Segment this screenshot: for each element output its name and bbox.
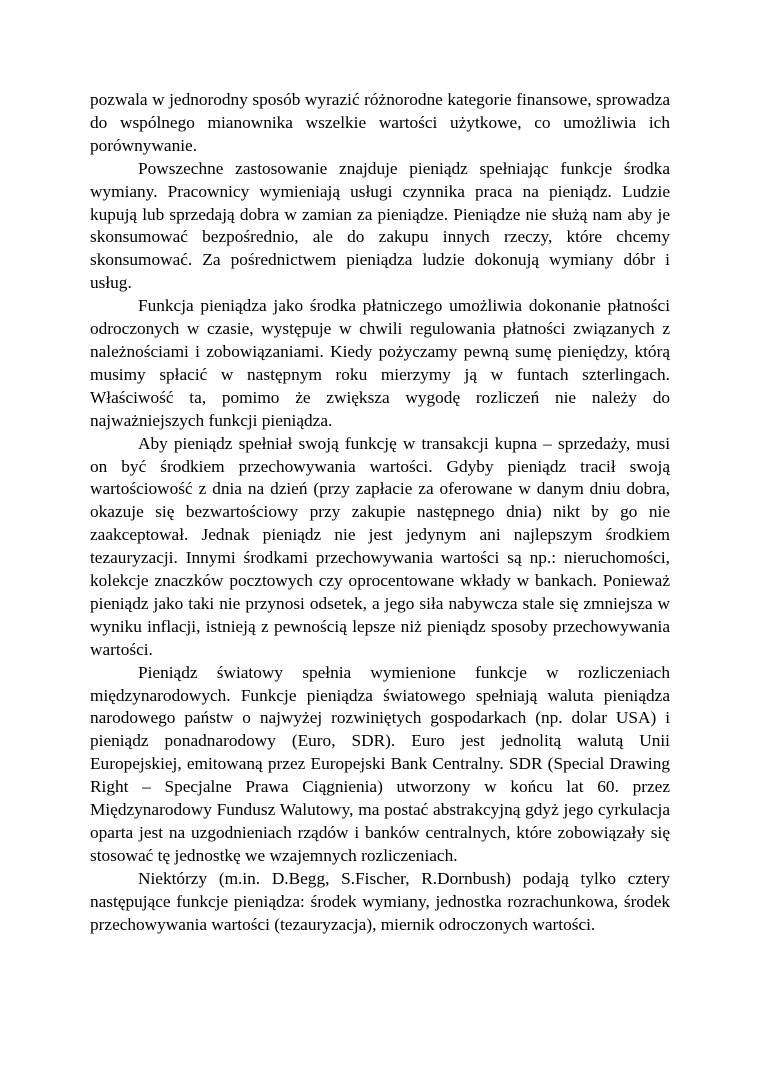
paragraph-means-of-payment: Funkcja pieniądza jako środka płatniczego umożliwia dokonanie płatności odroczonych w czasie, występuje w chwili regulowania płatności związanych z należnościami i zobowiązaniami. Kiedy pożyczamy pewną sumę pieniędzy, którą musimy spłacić w następnym roku mierzymy ją w funtach szterlingach. Właściwość ta, pomimo że zwiększa wygodę rozliczeń nie należy do najważniejszych funkcji pieniądza. <box>90 296 670 430</box>
paragraph-store-of-value: Aby pieniądz spełniał swoją funkcję w transakcji kupna – sprzedaży, musi on być środkiem przechowywania wartości. Gdyby pieniądz tracił swoją wartościowość z dnia na dzień (przy zapłacie za oferowane w danym dniu dobra, okazuje się bezwartościowy przy zakupie następnego dnia) nikt by go nie zaakceptował. Jednak pieniądz nie jest jedynym ani najlepszym środkiem tezauryzacji. Innymi środkami przechowywania wartości są np.: nieruchomości, kolekcje znaczków pocztowych czy oprocentowane wkłady w bankach. Ponieważ pieniądz jako taki nie przynosi odsetek, a jego siła nabywcza stale się zmniejsza w wyniku inflacji, istnieją z pewnością lepsze niż pieniądz sposoby przechowywania wartości. <box>90 433 670 659</box>
paragraph-four-functions: Niektórzy (m.in. D.Begg, S.Fischer, R.Dornbush) podają tylko cztery następujące funkcje pieniądza: środek wymiany, jednostka rozrachunkowa, środek przechowywania wartości (tezauryzacja), miernik odroczonych wartości. <box>90 868 670 934</box>
document-page <box>90 89 670 937</box>
paragraph-continued: pozwala w jednorodny sposób wyrazić różnorodne kategorie finansowe, sprowadza do wspólnego mianownika wszelkie wartości użytkowe, co umożliwia ich porównywanie. <box>90 90 670 155</box>
paragraph-medium-of-exchange: Powszechne zastosowanie znajduje pieniądz spełniając funkcje środka wymiany. Pracownicy wymieniają usługi czynnika praca na pieniądz. Ludzie kupują lub sprzedają dobra w zamian za pieniądze. Pieniądze nie służą nam aby je skonsumować bezpośrednio, ale do zakupu innych rzeczy, które chcemy skonsumować. Za pośrednictwem pieniądza ludzie dokonują wymiany dóbr i usług. <box>90 158 670 293</box>
paragraph-world-money: Pieniądz światowy spełnia wymienione funkcje w rozliczeniach międzynarodowych. Funkcje pieniądza światowego spełniają waluta pieniądza narodowego państw o najwyżej rozwiniętych gospodarkach (np. dolar USA) i pieniądz ponadnarodowy (Euro, SDR). Euro jest jednolitą walutą Unii Europejskiej, emitowaną przez Europejski Bank Centralny. SDR (Special Drawing Right – Specjalne Prawa Ciągnienia) utworzony w końcu lat 60. przez Międzynarodowy Fundusz Walutowy, ma postać abstrakcyjną gdyż jego cyrkulacja oparta jest na uzgodnieniach rządów i banków centralnych, które zobowiązały się stosować tę jednostkę we wzajemnych rozliczeniach. <box>90 662 670 865</box>
